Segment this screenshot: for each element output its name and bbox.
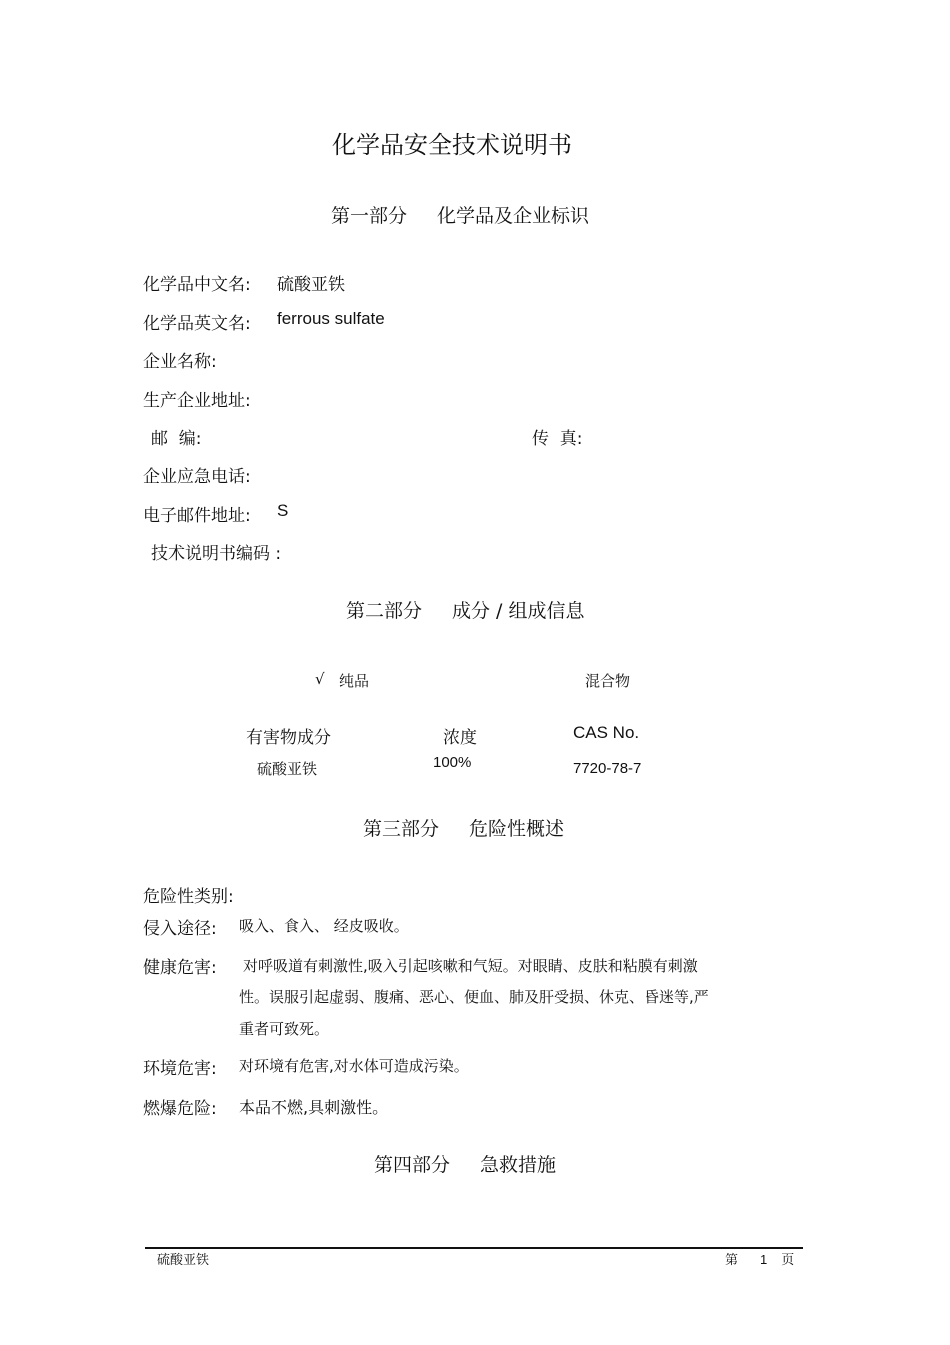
health-line-3: 重者可致死。 bbox=[239, 1020, 330, 1038]
route-value: 吸入、食入、 经皮吸收。 bbox=[239, 917, 409, 935]
env-label: 环境危害: bbox=[143, 1059, 217, 1079]
table-cell-component: 硫酸亚铁 bbox=[257, 760, 318, 778]
postcode-label: 邮 编: bbox=[151, 429, 202, 449]
footer-document-name: 硫酸亚铁 bbox=[157, 1253, 210, 1268]
pure-label: 纯品 bbox=[339, 672, 370, 690]
address-label: 生产企业地址: bbox=[143, 391, 251, 411]
fax-label: 传 真: bbox=[532, 429, 583, 449]
part2-heading bbox=[346, 596, 585, 623]
part1-heading bbox=[331, 201, 589, 228]
part4-name: 急救措施 bbox=[480, 1154, 557, 1176]
part3-number: 第三部分 bbox=[363, 818, 440, 840]
document-title: 化学品安全技术说明书 bbox=[332, 131, 572, 159]
part4-heading bbox=[374, 1150, 556, 1177]
cn-name-value: 硫酸亚铁 bbox=[277, 275, 345, 295]
en-name-label: 化学品英文名: bbox=[143, 314, 251, 334]
env-value: 对环境有危害,对水体可造成污染。 bbox=[239, 1057, 469, 1075]
part4-number: 第四部分 bbox=[374, 1154, 451, 1176]
footer-page-prefix: 第 bbox=[725, 1253, 739, 1268]
code-label: 技术说明书编码 : bbox=[151, 544, 282, 564]
company-label: 企业名称: bbox=[143, 352, 217, 372]
footer-page-indicator bbox=[725, 1249, 794, 1268]
cn-name-label: 化学品中文名: bbox=[143, 275, 251, 295]
en-name-value: ferrous sulfate bbox=[277, 309, 385, 328]
table-header-component: 有害物成分 bbox=[246, 728, 331, 748]
fire-value: 本品不燃,具刺激性。 bbox=[239, 1098, 389, 1117]
footer-rule bbox=[145, 1247, 803, 1249]
health-line-1: 对呼吸道有刺激性,吸入引起咳嗽和气短。对眼睛、皮肤和粘膜有刺激 bbox=[243, 957, 698, 975]
part1-number: 第一部分 bbox=[331, 205, 408, 227]
part1-name: 化学品及企业标识 bbox=[437, 205, 590, 227]
footer-page-suffix: 页 bbox=[781, 1253, 795, 1268]
table-header-concentration: 浓度 bbox=[443, 728, 477, 748]
health-label: 健康危害: bbox=[143, 958, 217, 978]
mixture-label: 混合物 bbox=[585, 672, 631, 690]
part3-heading bbox=[363, 814, 564, 841]
table-cell-concentration: 100% bbox=[433, 754, 472, 771]
pure-check-mark: √ bbox=[315, 670, 325, 688]
phone-label: 企业应急电话: bbox=[143, 467, 251, 487]
footer-page-number: 1 bbox=[760, 1252, 768, 1267]
hazard-category-label: 危险性类别: bbox=[143, 887, 234, 907]
fire-label: 燃爆危险: bbox=[143, 1099, 217, 1119]
part3-name: 危险性概述 bbox=[469, 818, 565, 840]
part2-number: 第二部分 bbox=[346, 600, 423, 622]
table-header-cas: CAS No. bbox=[573, 723, 640, 742]
part2-name: 成分 / 组成信息 bbox=[452, 600, 585, 622]
email-value: S bbox=[277, 501, 289, 520]
email-label: 电子邮件地址: bbox=[143, 506, 251, 526]
table-cell-cas: 7720-78-7 bbox=[573, 760, 642, 777]
route-label: 侵入途径: bbox=[143, 919, 217, 939]
health-line-2: 性。误服引起虚弱、腹痛、恶心、便血、肺及肝受损、休克、昏迷等,严 bbox=[239, 988, 709, 1006]
